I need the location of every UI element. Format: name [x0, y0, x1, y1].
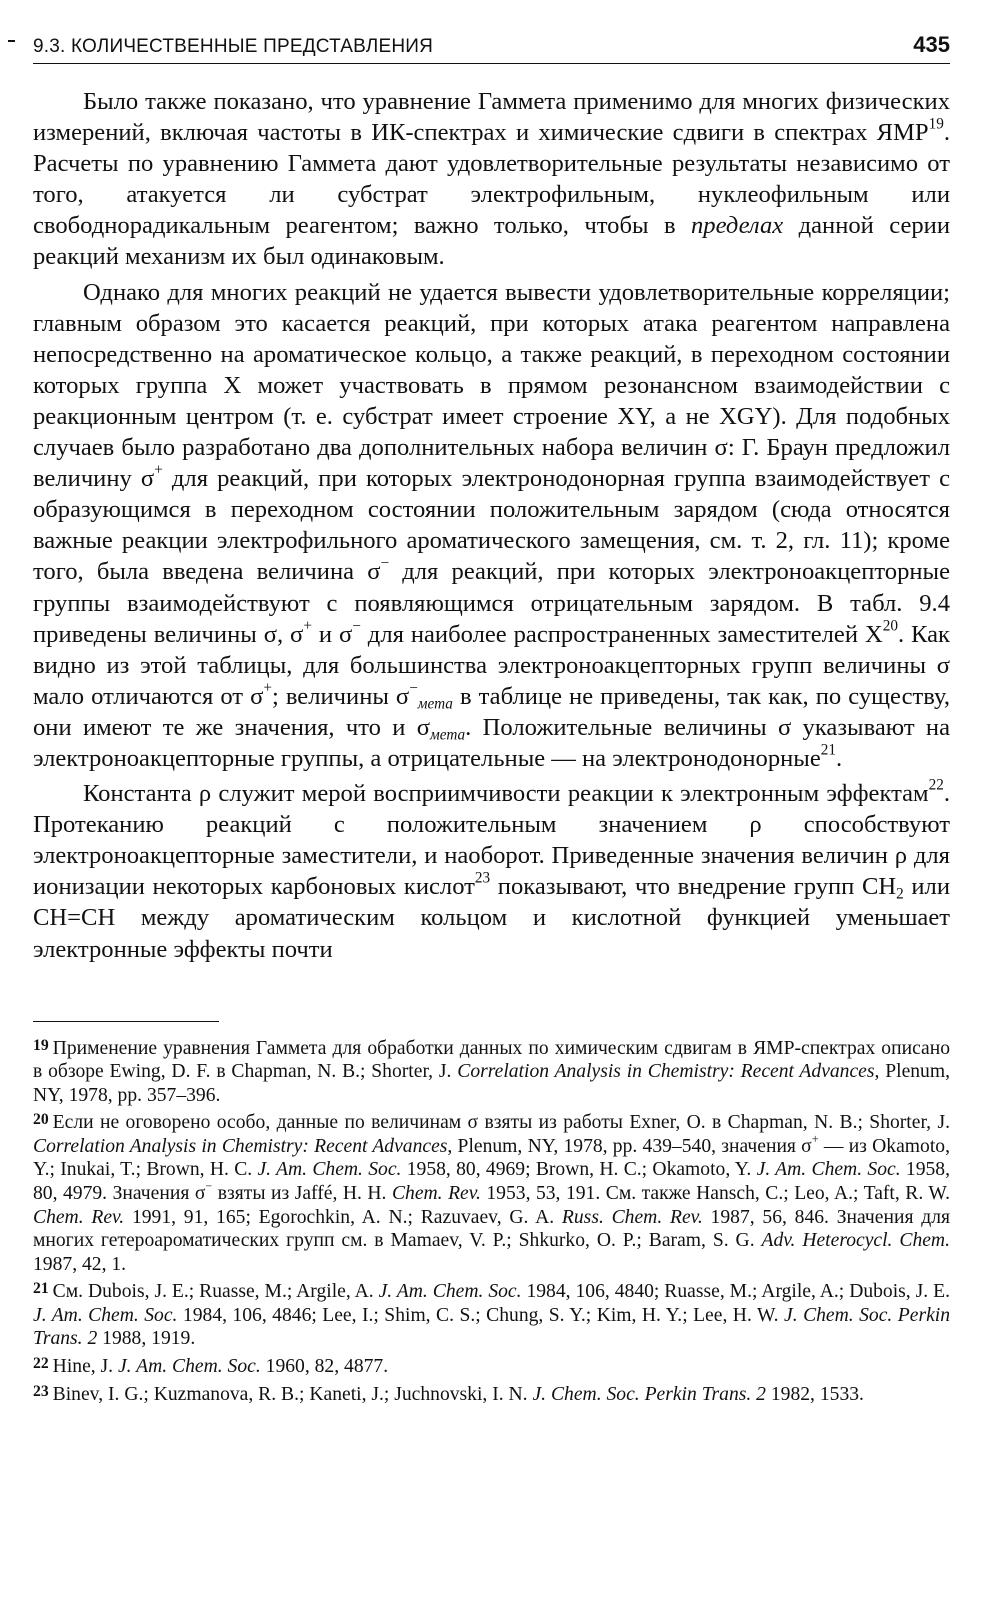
- main-text: [33, 86, 950, 965]
- footnote-separator: [33, 1021, 219, 1022]
- footnotes: [33, 1034, 950, 1406]
- footnote-21: 21 См. Dubois, J. E.; Ruasse, M.; Argile, A. J. Am. Chem. Soc. 1984, 106, 4840; Ruasse, M.; Argile, A.; Dubois, J. E. J. Am. Chem. Soc. 1984, 106, 4846; Lee, I.; Shim, C. S.; Chung, S. Y.; Kim, H. Y.; Lee, H. W. J. Chem. Soc. Perkin Trans. 2 1988, 1919.: [33, 1280, 951, 1350]
- footnote-ref-19: 19: [928, 115, 944, 133]
- page-number: 435: [913, 32, 950, 57]
- footnote-19: 19 Применение уравнения Гаммета для обработки данных по химическим сдвигам в ЯМР-спектрах описано в обзоре Ewing, D. F. в Chapman, N. B.; Shorter, J. Correlation Analysis in Chemistry: Recent Advances, Plenum, NY, 1978, pp. 357–396.: [33, 1036, 950, 1106]
- running-title: 9.3. КОЛИЧЕСТВЕННЫЕ ПРЕДСТАВЛЕНИЯ: [33, 36, 434, 57]
- footnote-20: 20 Если не оговорено особо, данные по величинам σ взяты из работы Exner, O. в Chapman, N. B.; Shorter, J. Correlation Analysis in Chemistry: Recent Advances, Plenum, NY, 1978, pp. 439–540, значения σ+ — из Okamoto, Y.; Inukai, T.; Brown, H. C. J. Am. Chem. Soc. 1958, 80, 4969; Brown, H. C.; Okamoto, Y. J. Am. Chem. Soc. 1958, 80, 4979. Значения σ− взяты из Jaffé, H. H. Chem. Rev. 1953, 53, 191. См. также Hansch, C.; Leo, A.; Taft, R. W. Chem. Rev. 1991, 91, 165; Egorochkin, A. N.; Razuvaev, G. A. Russ. Chem. Rev. 1987, 56, 846. Значения для многих гетероароматических групп см. в Mamaev, V. P.; Shkurko, O. P.; Baram, S. G. Adv. Heterocycl. Chem. 1987, 42, 1.: [33, 1111, 950, 1275]
- footnote-ref-20: 20: [882, 617, 898, 635]
- footnote-22: 22 Hine, J. J. Am. Chem. Soc. 1960, 82, 4877.: [33, 1355, 389, 1377]
- footnote-ref-23: 23: [474, 869, 491, 887]
- emphasis: пределах: [690, 212, 784, 240]
- book-page: [33, 28, 950, 1407]
- paragraph-2: Однако для многих реакций не удается вывести удовлетворительные корреляции; главным образом это касается реакций, при которых атака реагентом направлена непосредственно на ароматическое кольцо, а также реакций, в переходном состоянии которых группа X может участвовать в прямом резонансном взаимодействии с реакционным центром (т. е. субстрат имеет строение XY, а не XGY). Для подобных случаев было разработано два дополнительных набора величин σ: Г. Браун предложил величину σ+ для реакций, при которых электронодонорная группа взаимодействует с образующимся в переходном состоянии положительным зарядом (сюда относятся важные реакции электрофильного ароматического замещения, см. т. 2, гл. 11); кроме того, была введена величина σ− для реакций, при которых электроноакцепторные группы взаимодействуют с появляющимся отрицательным зарядом. В табл. 9.4 приведены величины σ, σ+ и σ− для наиболее распространенных заместителей $X^{20}$. Как видно из этой таблицы, для большинства электроноакцепторных групп величины σ мало отличаются от σ+; величины $\sigma^-_{мета}$ в таблице не приведены, так как, по существу, они имеют те же значения, что и $\sigma_{мета}$. Положительные величины σ указывают на электроноакцепторные группы, а отрицательные — на электронодонорные$^{21}$.: [33, 278, 951, 772]
- footnote-ref-22: 22: [928, 776, 944, 794]
- footnote-ref-21: 21: [820, 741, 836, 759]
- paragraph-3: Константа ρ служит мерой восприимчивости реакции к электронным эффектам$^{22}$. Протеканию реакций с положительным значением ρ способствуют электроноакцепторные заместители, и наоборот. Приведенные значения величин ρ для ионизации некоторых карбоновых кислот$^{23}$ показывают, что внедрение групп $CH_2$ или CH=CH между ароматическим кольцом и кислотной функцией уменьшает электронные эффекты почти: [33, 776, 950, 963]
- paragraph-1: Было также показано, что уравнение Гаммета применимо для многих физических измерений, включая частоты в ИК-спектрах и химические сдвиги в спектрах ЯМР$^{19}$. Расчеты по уравнению Гаммета дают удовлетворительные результаты независимо от того, атакуется ли субстрат электрофильным, нуклеофильным или свободнорадикальным реагентом; важно только, чтобы в пределах данной серии реакций механизм их был одинаковым.: [33, 88, 950, 271]
- margin-tick: [8, 40, 15, 42]
- page-header: [33, 28, 950, 64]
- footnote-23: 23 Binev, I. G.; Kuzmanova, R. B.; Kaneti, J.; Juchnovski, I. N. J. Chem. Soc. Perkin Trans. 2 1982, 1533.: [33, 1382, 864, 1405]
